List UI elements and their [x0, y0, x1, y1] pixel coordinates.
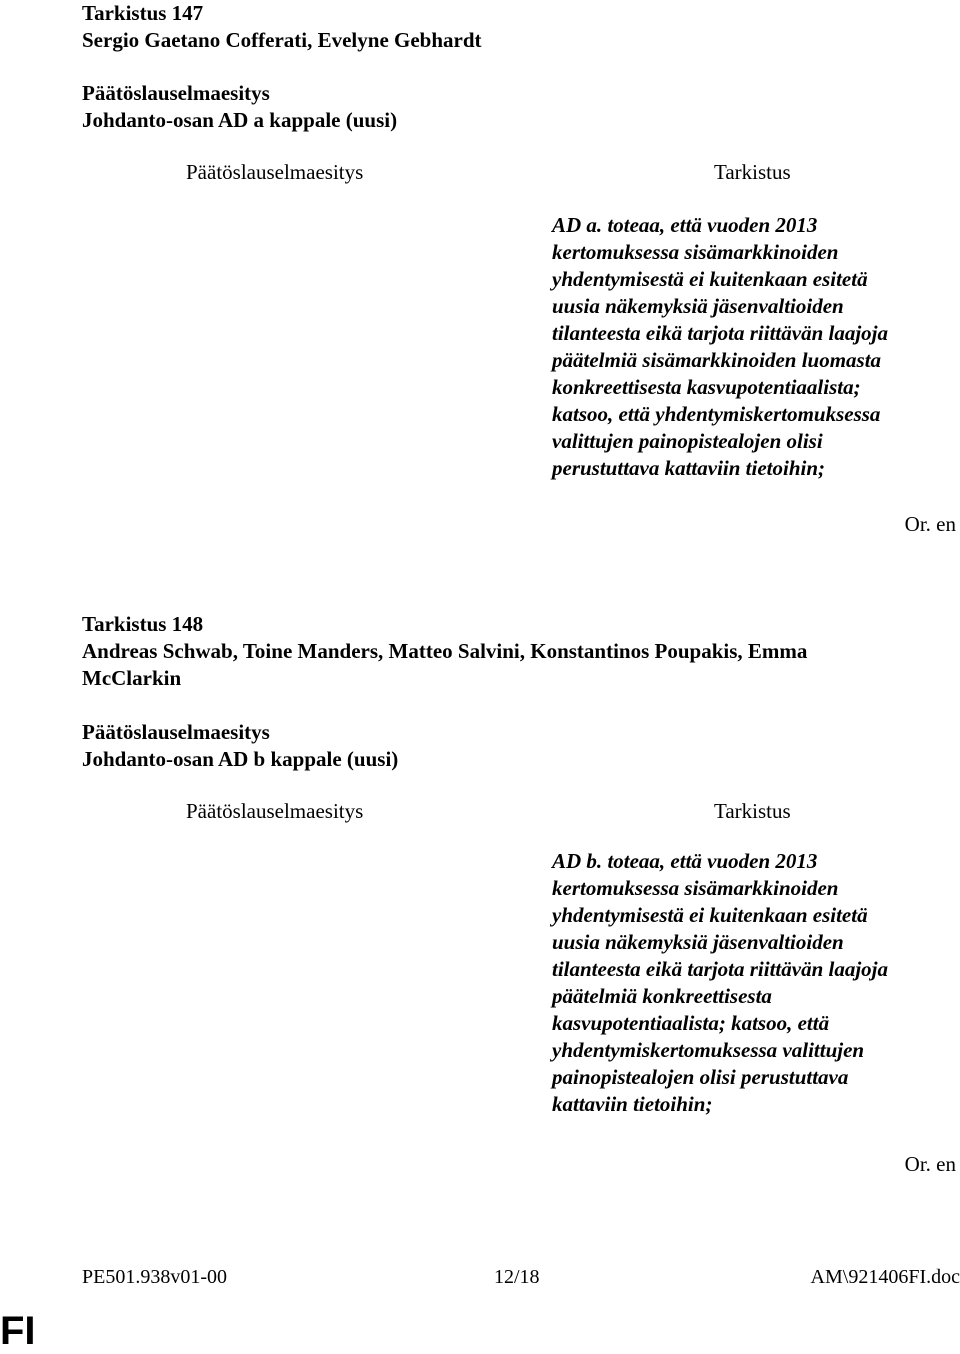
amendment-text-line: yhdentymisestä ei kuitenkaan esitetä [552, 903, 868, 927]
amendment-text-line: päätelmiä konkreettisesta [552, 984, 772, 1008]
amendment-text-line: painopistealojen olisi perustuttava [552, 1065, 849, 1089]
amendment-authors-continued: McClarkin [82, 666, 182, 690]
amendment-text-line: kertomuksessa sisämarkkinoiden [552, 876, 839, 900]
amendment-text-line: uusia näkemyksiä jäsenvaltioiden [552, 930, 844, 954]
amendment-text-line: yhdentymiskertomuksessa valittujen [552, 1038, 865, 1062]
language-code: FI [0, 1309, 36, 1353]
column-header-original: Päätöslauselmaesitys [186, 799, 364, 823]
amendment-text-line: yhdentymisestä ei kuitenkaan esitetä [552, 267, 868, 291]
footer-file-name: AM\921406FI.doc [810, 1266, 960, 1288]
amendment-text-line: kasvupotentiaalista; katsoo, että [552, 1011, 830, 1035]
footer-page-number: 12/18 [494, 1266, 540, 1288]
amendment-text-line: kertomuksessa sisämarkkinoiden [552, 240, 839, 264]
amendment-text-line: konkreettisesta kasvupotentiaalista; [552, 375, 861, 399]
amendment-text-line: päätelmiä sisämarkkinoiden luomasta [552, 348, 882, 372]
amendment-text-line: valittujen painopistealojen olisi [552, 429, 823, 453]
amendment-authors: Sergio Gaetano Cofferati, Evelyne Gebhardt [82, 28, 482, 52]
amendment-text-line: katsoo, että yhdentymiskertomuksessa [552, 402, 881, 426]
amendment-text [552, 848, 888, 1118]
column-header-amendment: Tarkistus [714, 799, 791, 823]
amendment-document: Päätöslauselmaesitys [82, 720, 270, 744]
amendment-text-line: perustuttava kattaviin tietoihin; [552, 456, 826, 480]
amendment-text-line: kattaviin tietoihin; [552, 1092, 713, 1116]
amendment-number: Tarkistus 147 [82, 1, 204, 25]
amendment-document: Päätöslauselmaesitys [82, 81, 270, 105]
original-language: Or. en [904, 512, 956, 536]
paragraph-lead: AD b. [552, 849, 603, 873]
column-header-original: Päätöslauselmaesitys [186, 160, 364, 184]
amendment-text-line: AD a. toteaa, että vuoden 2013 [552, 213, 818, 237]
footer-doc-ref: PE501.938v01-00 [82, 1266, 227, 1288]
amendment-reference: Johdanto-osan AD b kappale (uusi) [82, 747, 399, 771]
amendment-text-line: tilanteesta eikä tarjota riittävän laajoja [552, 321, 889, 345]
amendment-text-line: uusia näkemyksiä jäsenvaltioiden [552, 294, 844, 318]
original-language: Or. en [904, 1152, 956, 1176]
column-header-amendment: Tarkistus [714, 160, 791, 184]
amendment-number: Tarkistus 148 [82, 612, 204, 636]
amendment-authors: Andreas Schwab, Toine Manders, Matteo Salvini, Konstantinos Poupakis, Emma [82, 639, 808, 663]
amendment-text-line: tilanteesta eikä tarjota riittävän laajoja [552, 957, 889, 981]
amendment-text [552, 212, 888, 482]
paragraph-lead: AD a. [552, 213, 603, 237]
amendment-text-line: AD b. toteaa, että vuoden 2013 [552, 849, 818, 873]
amendment-reference: Johdanto-osan AD a kappale (uusi) [82, 108, 398, 132]
